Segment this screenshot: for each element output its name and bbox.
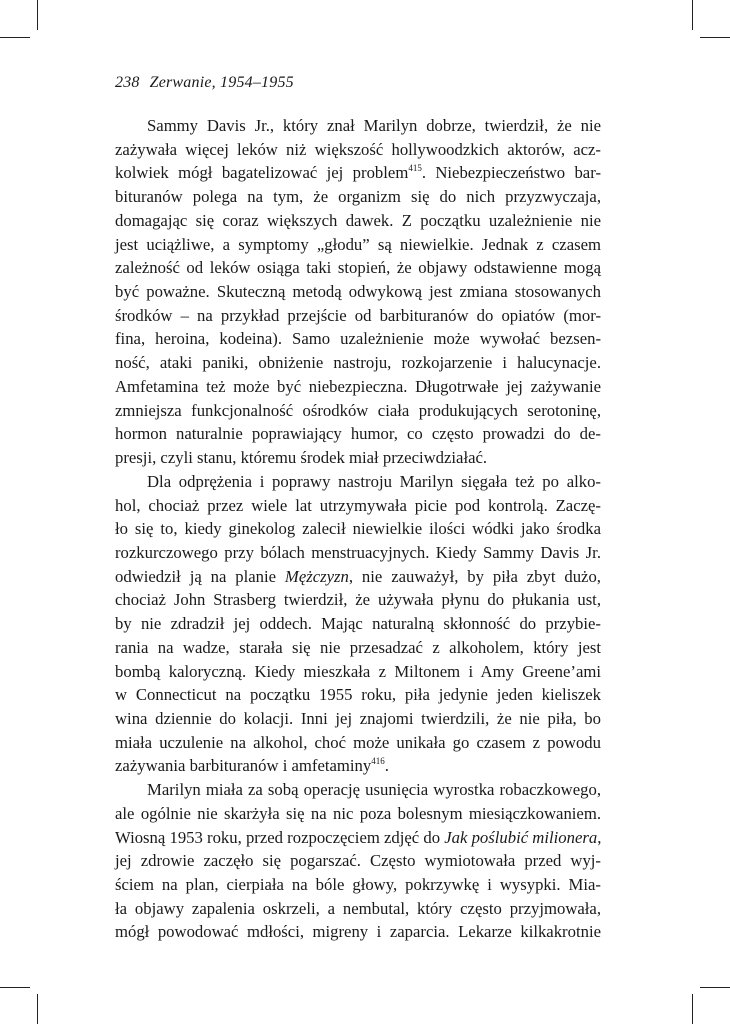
text-line: [115, 588, 601, 612]
text-line: [115, 731, 601, 755]
footnote-ref: 415: [408, 163, 422, 174]
running-header: [115, 74, 294, 92]
text-segment: wina dziennie do kolacji. Inni jej znajomi twierdzili, że nie piła, bo: [115, 708, 601, 728]
text-segment: ła objawy zapalenia oskrzeli, a nembutal, który często przyjmowała,: [115, 898, 601, 918]
text-line: [115, 470, 601, 494]
text-segment: miała uczulenie na alkohol, choć może unikała go czasem z powodu: [115, 732, 601, 752]
text-line: [115, 161, 601, 185]
text-line: [115, 256, 601, 280]
footnote-ref: 416: [371, 756, 385, 767]
text-segment: hol, chociaż przez wiele lat utrzymywała picie pod kontrolą. Zaczę-: [115, 495, 601, 515]
text-segment: zażywania barbituranów i amfetaminy: [115, 756, 372, 776]
text-line: [115, 114, 601, 138]
text-segment: bombą kaloryczną. Kiedy mieszkała z Miltonem i Amy Greene’ami: [115, 661, 601, 681]
text-line: [115, 873, 601, 897]
crop-mark: [692, 994, 693, 1024]
text-segment: ściem na plan, cierpiała na bóle głowy, pokrzywkę i wysypki. Mia-: [115, 875, 601, 894]
text-segment: presji, czyli stanu, któremu środek miał przeciwdziałać.: [115, 448, 488, 468]
crop-mark: [692, 0, 693, 30]
text-line: [115, 754, 601, 778]
text-segment: hormon naturalnie poprawiający humor, co często prowadzi do de-: [115, 424, 601, 444]
text-segment: ,: [597, 827, 602, 847]
text-segment: zmniejsza funkcjonalność ośrodków ciała produkujących serotoninę,: [115, 400, 601, 420]
text-segment: jej zdrowie zaczęło się pogarszać. Często wymiotowała przed wyj-: [115, 851, 601, 871]
text-segment: domagając się coraz większych dawek. Z początku uzależnienie nie: [115, 210, 601, 230]
text-segment: zażywała więcej leków niż większość hollywoodzkich aktorów, acz-: [115, 139, 601, 159]
text-line: [115, 920, 601, 944]
text-line: [115, 541, 601, 565]
text-segment: by nie zdradził jej oddech. Mając naturalną skłonność do przybie-: [115, 614, 601, 634]
text-segment: mógł powodować mdłości, migreny i zaparcia. Lekarze kilkakrotnie: [115, 922, 601, 942]
text-segment: kolwiek mógł bagatelizować jej problem: [115, 163, 409, 183]
text-segment: rania na wadze, starała się nie przesadzać z alkoholem, który jest: [115, 637, 601, 657]
text-line: [115, 327, 601, 351]
text-segment: w Connecticut na początku 1955 roku, piła jedynie jeden kieliszek: [115, 685, 601, 705]
text-line: [115, 517, 601, 541]
text-segment: odwiedził ją na planie: [115, 566, 285, 586]
text-segment: Marilyn miała za sobą operację usunięcia wyrostka robaczkowego,: [147, 780, 601, 800]
text-segment: Sammy Davis Jr., który znał Marilyn dobrze, twierdził, że nie: [147, 116, 601, 135]
text-segment: Dla odprężenia i poprawy nastroju Marilyn sięgała też po alko-: [147, 471, 601, 491]
text-segment: zależność od leków osiąga taki stopień, że objawy odstawienne mogą: [115, 258, 601, 278]
text-segment: ność, ataki paniki, obniżenie nastroju, rozkojarzenie i halucynacje.: [115, 353, 601, 373]
crop-mark: [700, 37, 730, 38]
text-line: [115, 612, 601, 636]
text-line: [115, 138, 601, 162]
text-line: [115, 565, 601, 589]
text-line: [115, 446, 601, 470]
italic-title: Jak poślubić milionera: [444, 827, 598, 847]
text-line: [115, 494, 601, 518]
text-line: [115, 280, 601, 304]
text-segment: ło się to, kiedy ginekolog zalecił niewielkie ilości wódki jako środka: [115, 519, 601, 539]
text-line: [115, 233, 601, 257]
text-line: [115, 660, 601, 684]
italic-title: Mężczyzn: [284, 566, 349, 586]
text-segment: fina, heroina, kodeina). Samo uzależnienie może wywołać bezsen-: [115, 329, 601, 349]
text-segment: rozkurczowego przy bólach menstruacyjnych. Kiedy Sammy Davis Jr.: [115, 542, 601, 562]
crop-mark: [37, 994, 38, 1024]
text-segment: , nie zauważył, by piła zbyt dużo,: [348, 566, 601, 586]
text-line: [115, 304, 601, 328]
text-segment: Amfetamina też może być niebezpieczna. Długotrwałe jej zażywanie: [115, 376, 601, 396]
text-segment: Wiosną 1953 roku, przed rozpoczęciem zdjęć do: [115, 827, 445, 847]
text-segment: bituranów polega na tym, że organizm się do nich przyzwyczaja,: [115, 187, 601, 207]
text-segment: środków – na przykład przejście od barbituranów do opiatów (mor-: [115, 305, 601, 325]
text-segment: jest uciążliwe, a symptomy „głodu” są niewielkie. Jednak z czasem: [115, 234, 601, 254]
text-line: [115, 849, 601, 873]
text-line: [115, 707, 601, 731]
text-line: [115, 778, 601, 802]
body-text: [115, 114, 601, 944]
crop-mark: [700, 987, 730, 988]
text-line: [115, 375, 601, 399]
text-line: [115, 399, 601, 423]
text-line: [115, 802, 601, 826]
page-number: 238: [115, 74, 140, 91]
text-segment: być poważne. Skuteczną metodą odwykową jest zmiana stosowanych: [115, 282, 601, 302]
crop-mark: [0, 37, 30, 38]
crop-mark: [0, 987, 30, 988]
text-segment: . Niebezpieczeństwo bar-: [421, 163, 601, 183]
text-line: [115, 422, 601, 446]
text-line: [115, 351, 601, 375]
text-line: [115, 683, 601, 707]
text-line: [115, 826, 601, 850]
text-line: [115, 185, 601, 209]
text-segment: chociaż John Strasberg twierdził, że używała płynu do płukania ust,: [115, 590, 601, 610]
crop-mark: [37, 0, 38, 30]
text-line: [115, 897, 601, 921]
running-title: Zerwanie, 1954–1955: [149, 74, 294, 91]
text-line: [115, 636, 601, 660]
text-segment: ale ogólnie nie skarżyła się na nic poza bolesnym miesiączkowaniem.: [115, 803, 601, 823]
text-segment: .: [384, 756, 389, 776]
text-line: [115, 209, 601, 233]
